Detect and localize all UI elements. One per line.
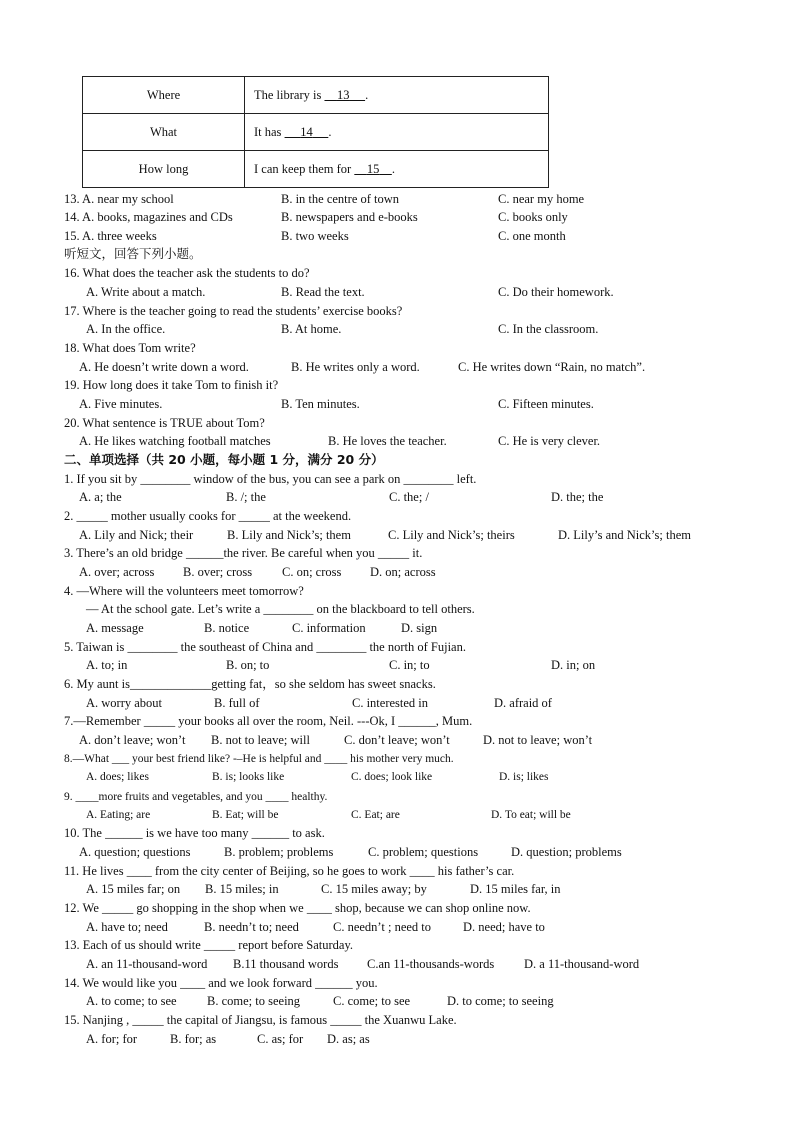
option-d: D. need; have to bbox=[463, 920, 545, 934]
option-c: C. does; look like bbox=[351, 771, 433, 783]
option-c: C. the; / bbox=[389, 490, 429, 504]
option-d: D. Lily’s and Nick’s; them bbox=[558, 528, 691, 542]
mc-question-4: 4. —Where will the volunteers meet tomorrow? bbox=[64, 584, 304, 598]
option-d: D. 15 miles far, in bbox=[470, 882, 561, 896]
option-b: B. for; as bbox=[170, 1032, 217, 1046]
option-b: B. needn’t to; need bbox=[204, 920, 299, 934]
option-c: C. Fifteen minutes. bbox=[498, 397, 594, 411]
option-c: C. problem; questions bbox=[368, 845, 479, 859]
option-b: B. full of bbox=[214, 696, 260, 710]
option-a: A. a; the bbox=[79, 490, 122, 504]
option-c: C. don’t leave; won’t bbox=[344, 733, 450, 747]
table-value: The library is 13 . bbox=[245, 77, 549, 114]
mc-question-11: 11. He lives ____ from the city center of Beijing, so he goes to work ____ his father’s car. bbox=[64, 864, 515, 878]
blank-number: 15 bbox=[366, 161, 380, 176]
option-b: B. notice bbox=[204, 621, 250, 635]
option-b: B. in the centre of town bbox=[281, 192, 400, 206]
option-c: C. interested in bbox=[352, 696, 429, 710]
table-row bbox=[83, 77, 549, 114]
option-c: C. books only bbox=[498, 210, 568, 224]
question-17: 17. Where is the teacher going to read the students’ exercise books? bbox=[64, 304, 403, 318]
option-c: C. in; to bbox=[389, 658, 430, 672]
table-row bbox=[83, 151, 549, 188]
option-a: A. to; in bbox=[86, 658, 128, 672]
mc-question-6: 6. My aunt is_____________getting fat，so she seldom has sweet snacks. bbox=[64, 677, 436, 691]
question-20: 20. What sentence is TRUE about Tom? bbox=[64, 416, 265, 430]
option-d: D. in; on bbox=[551, 658, 596, 672]
option-a: A. message bbox=[86, 621, 144, 635]
blank-number: 13 bbox=[336, 87, 350, 102]
option-b: B. two weeks bbox=[281, 229, 349, 243]
option-b: B. come; to seeing bbox=[207, 994, 301, 1008]
mc-question-9: 9. ____more fruits and vegetables, and you ____ healthy. bbox=[64, 791, 328, 803]
option-d: D. is; likes bbox=[499, 771, 549, 783]
mc-question-14: 14. We would like you ____ and we look forward ______ you. bbox=[64, 976, 378, 990]
option-a: A. Eating; are bbox=[86, 809, 151, 821]
option-b: B.11 thousand words bbox=[233, 957, 339, 971]
option-a: A. Write about a match. bbox=[86, 285, 206, 299]
option-c: C. He writes down “Rain, no match”. bbox=[458, 360, 646, 374]
option-d: D. as; as bbox=[327, 1032, 370, 1046]
mc-question-4-reply: — At the school gate. Let’s write a ________ on the blackboard to tell others. bbox=[86, 602, 475, 616]
option-a: A. have to; need bbox=[86, 920, 168, 934]
option-a: A. over; across bbox=[79, 565, 155, 579]
table-value: I can keep them for 15 . bbox=[245, 151, 549, 188]
mc-question-10: 10. The ______ is we have too many ______ to ask. bbox=[64, 826, 325, 840]
question-19: 19. How long does it take Tom to finish it? bbox=[64, 378, 279, 392]
option-d: D. not to leave; won’t bbox=[483, 733, 593, 747]
option-d: D. To eat; will be bbox=[491, 809, 571, 821]
option-c: C. Eat; are bbox=[351, 809, 400, 821]
option-b: B. is; looks like bbox=[212, 771, 285, 783]
section-heading: 二、单项选择（共 20 小题，每小题 1 分，满分 20 分） bbox=[64, 452, 384, 467]
option-a: A. to come; to see bbox=[86, 994, 177, 1008]
option-d: D. question; problems bbox=[511, 845, 622, 859]
option-c: C. on; cross bbox=[282, 565, 342, 579]
option-c: C. one month bbox=[498, 229, 566, 243]
mc-question-13: 13. Each of us should write _____ report before Saturday. bbox=[64, 938, 354, 952]
question-18: 18. What does Tom write? bbox=[64, 341, 196, 355]
option-b: B. not to leave; will bbox=[211, 733, 310, 747]
mc-question-2: 2. _____ mother usually cooks for _____ at the weekend. bbox=[64, 509, 352, 523]
option-b: B. Ten minutes. bbox=[281, 397, 360, 411]
option-a: A. In the office. bbox=[86, 322, 166, 336]
library-info-table bbox=[82, 76, 549, 188]
option-c: C. needn’t ; need to bbox=[333, 920, 432, 934]
option-b: B. on; to bbox=[226, 658, 270, 672]
mc-question-7: 7.—Remember _____ your books all over the room, Neil. ---Ok, I ______, Mum. bbox=[64, 714, 473, 728]
option-b: B. 15 miles; in bbox=[205, 882, 279, 896]
option-b: B. /; the bbox=[226, 490, 266, 504]
option-b: B. Eat; will be bbox=[212, 809, 279, 821]
option-b: B. He writes only a word. bbox=[291, 360, 420, 374]
option-c: C. information bbox=[292, 621, 366, 635]
option-b: B. over; cross bbox=[183, 565, 253, 579]
option-b: B. Read the text. bbox=[281, 285, 365, 299]
option-a: A. for; for bbox=[86, 1032, 138, 1046]
option-c: C. 15 miles away; by bbox=[321, 882, 427, 896]
mc-question-8: 8.—What ___ your best friend like? -–He is helpful and ____ his mother very much. bbox=[64, 753, 454, 765]
mc-question-12: 12. We _____ go shopping in the shop when we ____ shop, because we can shop online now. bbox=[64, 901, 531, 915]
option-a: A. He doesn’t write down a word. bbox=[79, 360, 249, 374]
option-b: B. At home. bbox=[281, 322, 342, 336]
question-16: 16. What does the teacher ask the students to do? bbox=[64, 266, 310, 280]
option-b: B. newspapers and e-books bbox=[281, 210, 418, 224]
blank-number: 14 bbox=[300, 124, 313, 139]
question-15: 15. A. three weeks bbox=[64, 229, 157, 243]
option-a: A. worry about bbox=[86, 696, 163, 710]
mc-question-5: 5. Taiwan is ________ the southeast of China and ________ the north of Fujian. bbox=[64, 640, 466, 654]
option-c: C. come; to see bbox=[333, 994, 411, 1008]
table-row bbox=[83, 114, 549, 151]
passage-instruction: 听短文，回答下列小题。 bbox=[64, 246, 202, 261]
option-a: A. He likes watching football matches bbox=[79, 434, 271, 448]
option-d: D. sign bbox=[401, 621, 438, 635]
option-c: C. as; for bbox=[257, 1032, 304, 1046]
table-key: What bbox=[83, 114, 245, 151]
option-d: D. afraid of bbox=[494, 696, 552, 710]
option-b: B. He loves the teacher. bbox=[328, 434, 447, 448]
option-b: B. Lily and Nick’s; them bbox=[227, 528, 351, 542]
option-a: A. does; likes bbox=[86, 771, 149, 783]
option-a: A. question; questions bbox=[79, 845, 191, 859]
option-a: A. Lily and Nick; their bbox=[79, 528, 194, 542]
table-key: Where bbox=[83, 77, 245, 114]
option-d: D. to come; to seeing bbox=[447, 994, 554, 1008]
option-a: A. don’t leave; won’t bbox=[79, 733, 186, 747]
option-d: D. the; the bbox=[551, 490, 604, 504]
option-c: C. Lily and Nick’s; theirs bbox=[388, 528, 515, 542]
mc-question-15: 15. Nanjing , _____ the capital of Jiangsu, is famous _____ the Xuanwu Lake. bbox=[64, 1013, 457, 1027]
mc-question-1: 1. If you sit by ________ window of the bus, you can see a park on ________ left. bbox=[64, 472, 477, 486]
question-13: 13. A. near my school bbox=[64, 192, 174, 206]
option-c: C. Do their homework. bbox=[498, 285, 614, 299]
question-14: 14. A. books, magazines and CDs bbox=[64, 210, 233, 224]
mc-question-3: 3. There’s an old bridge ______the river. Be careful when you _____ it. bbox=[64, 546, 423, 560]
option-c: C. He is very clever. bbox=[498, 434, 601, 448]
option-a: A. an 11-thousand-word bbox=[86, 957, 208, 971]
option-c: C.an 11-thousands-words bbox=[367, 957, 495, 971]
option-a: A. 15 miles far; on bbox=[86, 882, 181, 896]
table-value: It has 14 . bbox=[245, 114, 549, 151]
option-a: A. Five minutes. bbox=[79, 397, 163, 411]
table-key: How long bbox=[83, 151, 245, 188]
option-c: C. In the classroom. bbox=[498, 322, 599, 336]
option-b: B. problem; problems bbox=[224, 845, 334, 859]
option-d: D. on; across bbox=[370, 565, 436, 579]
option-c: C. near my home bbox=[498, 192, 585, 206]
option-d: D. a 11-thousand-word bbox=[524, 957, 640, 971]
